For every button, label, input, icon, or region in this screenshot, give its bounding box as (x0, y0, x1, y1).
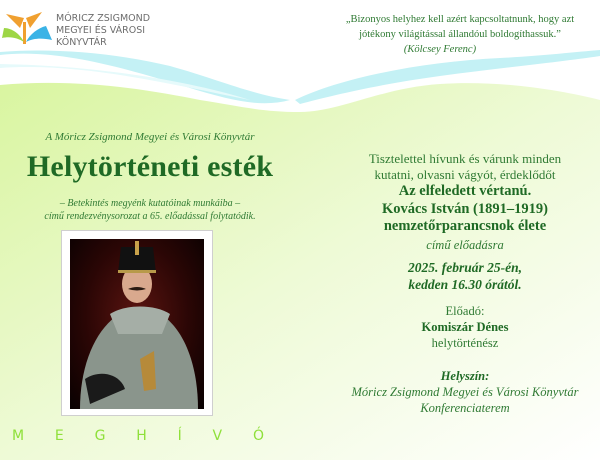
lecture-suffix: című előadásra (426, 238, 504, 252)
venue-name: Móricz Zsigmond Megyei és Városi Könyvtár (351, 385, 579, 399)
subtitle-line: című rendezvénysorozat a 65. előadással folytatódik. (44, 211, 256, 222)
speaker-role: helytörténész (431, 336, 499, 350)
invite-line: kutatni, olvasni vágyót, érdeklődőt (374, 167, 556, 182)
logo-line: MÓRICZ ZSIGMOND (56, 13, 151, 24)
portrait-frame (61, 230, 213, 416)
quote-line: jótékony világítással állandóul boldogíthassuk.” (359, 29, 561, 40)
event-series-title: Helytörténeti esték (26, 150, 274, 183)
series-subtitle (0, 197, 300, 223)
subtitle-line: – Betekintés megyénk kutatóinak munkáiba – (59, 198, 241, 209)
invitation-letter: H (136, 428, 147, 444)
speaker-name: Komiszár Dénes (421, 320, 509, 334)
invitation-letter: Ó (252, 428, 264, 444)
speaker-label: Előadó: (445, 304, 485, 318)
library-name: A Móricz Zsigmond Megyei és Városi Könyvtár (45, 131, 255, 143)
event-date: 2025. február 25-én, (408, 260, 522, 275)
logo-line: KÖNYVTÁR (56, 37, 107, 48)
invitation-label (12, 428, 264, 444)
quote-line: „Bizonyos helyhez kell azért kapcsoltatnunk, hogy azt (345, 14, 575, 25)
event-time: kedden 16.30 órától. (408, 277, 522, 292)
lecture-title-line: nemzetőrparancsnok élete (383, 218, 547, 234)
lecture-title (330, 183, 600, 236)
invitation-letter: Í (177, 428, 182, 444)
speaker-info (330, 303, 600, 351)
venue-label: Helyszín: (440, 369, 490, 383)
library-logo-text (56, 13, 150, 49)
library-logo (2, 10, 54, 46)
invitation-letter: E (54, 428, 64, 444)
quote (325, 12, 595, 57)
invitation-letter: G (94, 428, 106, 444)
quote-author: (Kölcsey Ferenc) (403, 44, 477, 55)
invitation-text (330, 151, 600, 183)
invite-line: Tisztelettel hívunk és várunk minden (368, 151, 562, 166)
invitation-letter: V (212, 428, 223, 444)
lecture-title-line: Az elfeledett vértanú. (398, 183, 532, 199)
event-datetime (330, 259, 600, 293)
venue-info (330, 368, 600, 416)
logo-line: MEGYEI ÉS VÁROSI (56, 25, 146, 36)
venue-room: Konferenciaterem (420, 401, 510, 415)
lecture-title-line: Kovács István (1891–1919) (382, 200, 548, 217)
invitation-letter: M (12, 428, 25, 444)
portrait-image (70, 239, 204, 409)
open-book-logo-icon (2, 10, 54, 46)
